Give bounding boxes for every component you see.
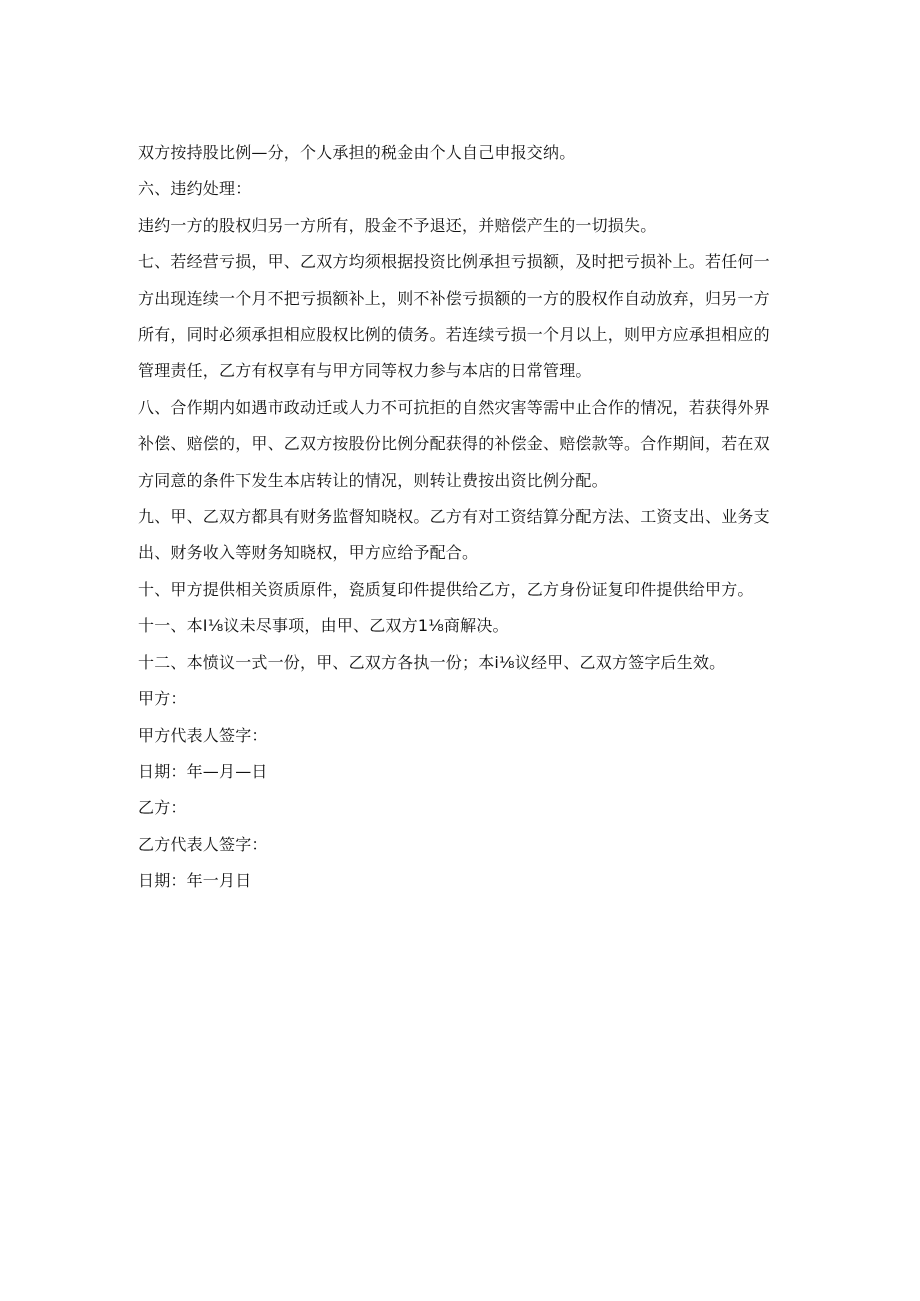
clause-seven-losses: 七、若经营亏损，甲、乙双方均须根据投资比例承担亏损额，及时把亏损补上。若任何一方出现连续一个月不把亏损额补上，则不补偿亏损额的一方的股权作自动放弃，归另一方所有，同时必须承担相应股权比例的债务。若连续亏损一个月以上，则甲方应承担相应的管理责任，乙方有权享有与甲方同等权力参与本店的日常管理。 — [138, 252, 770, 381]
paragraph-breach-terms: 违约一方的股权归另一方所有，股金不予退还，并赔偿产生的一切损失。 — [138, 215, 657, 235]
clause-eleven-unresolved-matters: 十一、本I⅛议未尽事项，由甲、乙双方1⅛商解决。 — [138, 616, 509, 636]
document-body — [138, 135, 778, 900]
clause-eight-force-majeure: 八、合作期内如遇市政动迁或人力不可抗拒的自然灾害等需中止合作的情况，若获得外界补偿、赔偿的，甲、乙双方按股份比例分配获得的补偿金、赔偿款等。合作期间，若在双方同意的条件下发生本店转让的情况，则转让费按出资比例分配。 — [138, 397, 770, 490]
paragraph-tax-sharing: 双方按持股比例—分，个人承担的税金由个人自己申报交纳。 — [138, 143, 576, 162]
party-b-signature-label: 乙方代表人签字： — [138, 834, 268, 854]
heading-breach-handling: 六、违约处理： — [138, 179, 252, 199]
party-b-date-label: 日期：年一月日 — [138, 871, 252, 891]
clause-ten-documents: 十、甲方提供相关资质原件，瓷质复印件提供给乙方，乙方身份证复印件提供给甲方。 — [138, 579, 754, 599]
party-a-date-label: 日期：年—月—日 — [138, 761, 268, 781]
party-a-signature-label: 甲方代表人签字： — [138, 725, 268, 745]
clause-nine-financial-oversight: 九、甲、乙双方都具有财务监督知晓权。乙方有对工资结算分配方法、工资支出、业务支出、财务收入等财务知晓权，甲方应给予配合。 — [138, 507, 770, 563]
party-a-label: 甲方： — [138, 689, 187, 709]
clause-twelve-copies: 十二、本愤议一式一份，甲、乙双方各执一份；本i⅛议经甲、乙双方签字后生效。 — [138, 652, 726, 672]
party-b-label: 乙方： — [138, 798, 187, 818]
